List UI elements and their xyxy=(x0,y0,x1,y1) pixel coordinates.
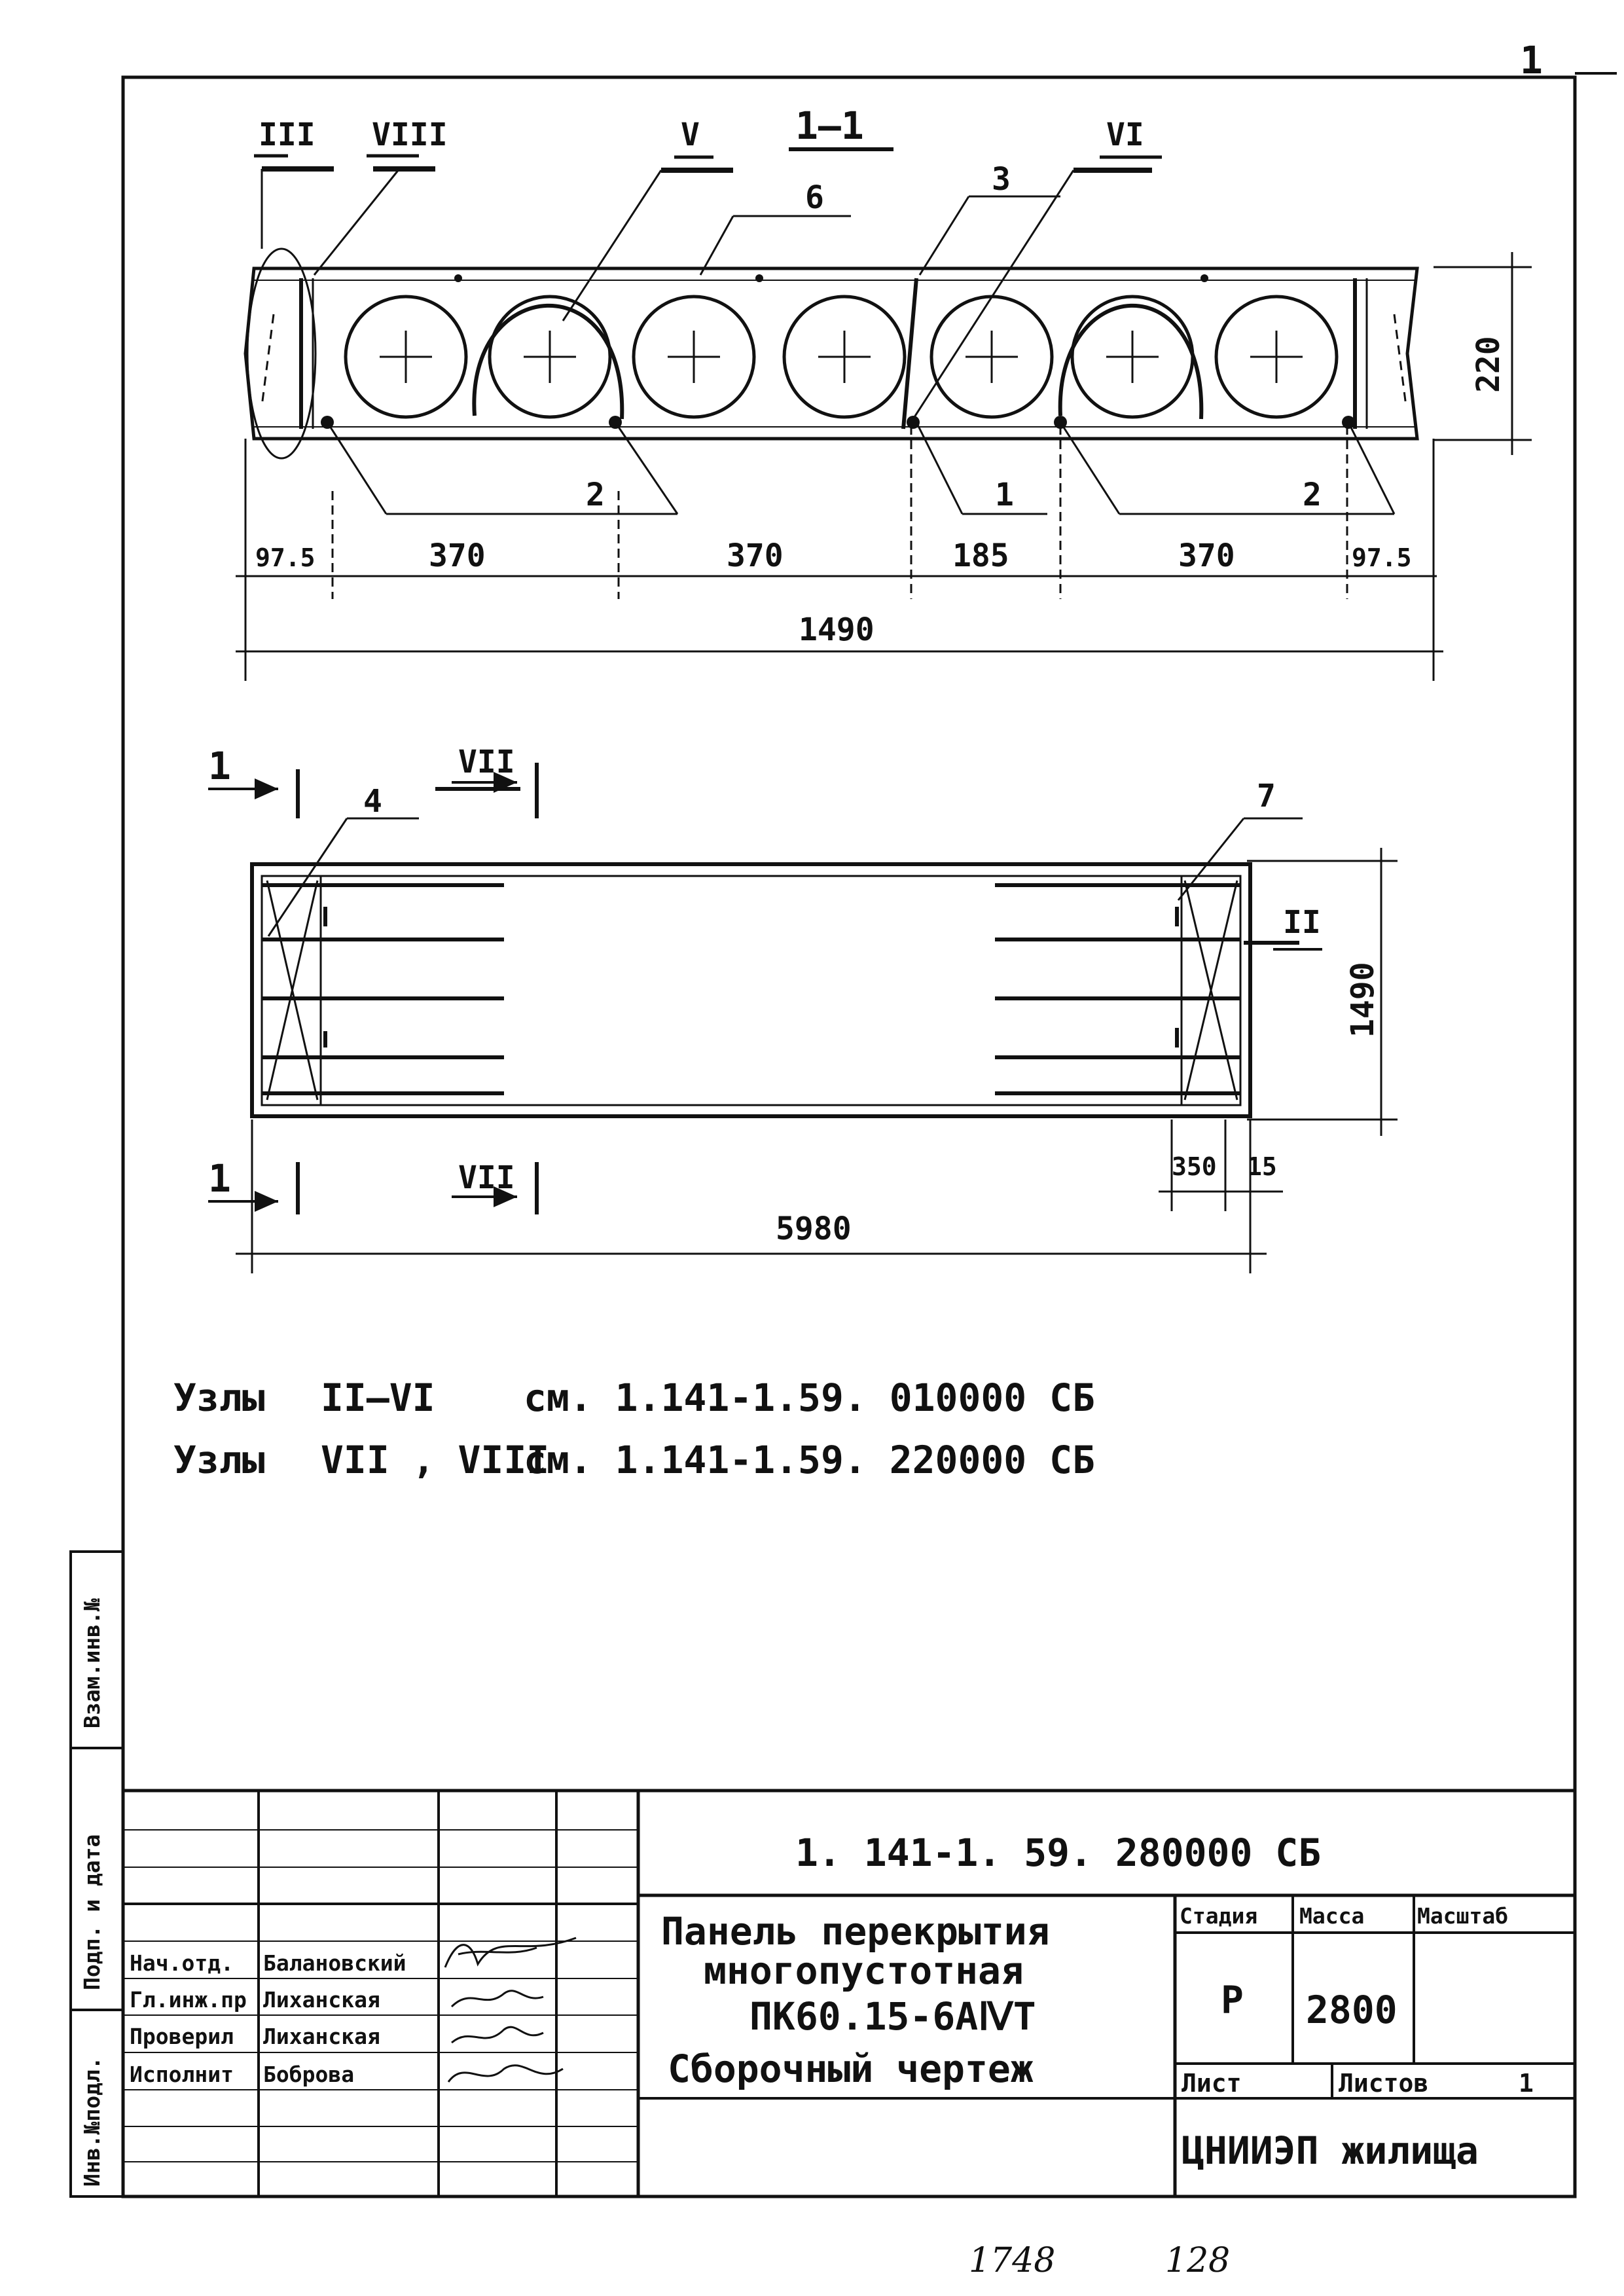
note-1-label: Узлы xyxy=(173,1376,265,1420)
notes xyxy=(173,1376,1095,1482)
section-mark-vii-bottom: VII xyxy=(458,1159,515,1196)
callout-iii: III xyxy=(259,117,316,153)
name-2: Лиханская xyxy=(263,1987,380,2013)
note-2-range: VII , VIII xyxy=(321,1438,550,1482)
header-scale: Масштаб xyxy=(1417,1903,1509,1929)
height-dim: 220 xyxy=(1470,336,1507,393)
sheet-corner-mark: 1 xyxy=(1520,38,1543,82)
dim-1490-plan: 1490 xyxy=(1344,962,1381,1038)
section-title: 1–1 xyxy=(795,103,864,148)
title-line-2: многопустотная xyxy=(704,1948,1024,1993)
stage-value: Р xyxy=(1221,1978,1244,2022)
mass-value: 2800 xyxy=(1306,1988,1398,2032)
note-2-ref: см. 1.141-1.59. 220000 СБ xyxy=(524,1438,1095,1482)
name-4: Боброва xyxy=(263,2062,355,2087)
pos-3: 3 xyxy=(992,161,1011,198)
name-3: Лиханская xyxy=(263,2024,380,2049)
pos-2-left: 2 xyxy=(586,477,605,513)
sheets-label: Листов xyxy=(1339,2069,1429,2098)
cross-section-1-1 xyxy=(236,103,1532,681)
section-mark-vii-top: VII xyxy=(458,744,515,780)
dim-370-c: 370 xyxy=(1178,538,1235,574)
pos-1: 1 xyxy=(995,477,1014,513)
node-mark-ii: II xyxy=(1283,904,1321,941)
role-1: Нач.отд. xyxy=(130,1950,234,1976)
hollow-cores xyxy=(346,297,1337,417)
dim-370-b: 370 xyxy=(727,538,784,574)
dim-15: 15 xyxy=(1247,1152,1277,1181)
role-2: Гл.инж.пр xyxy=(130,1987,247,2013)
role-4: Исполнит xyxy=(130,2062,234,2087)
dim-97-right: 97.5 xyxy=(1352,543,1412,572)
note-1-range: II–VI xyxy=(321,1376,435,1420)
title-line-1: Панель перекрытия xyxy=(661,1909,1050,1954)
dim-1490-section: 1490 xyxy=(799,611,875,648)
dim-97-left: 97.5 xyxy=(255,543,316,572)
section-mark-1-bottom: 1 xyxy=(208,1156,231,1201)
sheet-label: Лист xyxy=(1182,2069,1242,2098)
section-mark-1-top: 1 xyxy=(208,744,231,788)
callout-viii: VIII xyxy=(372,117,448,153)
dim-5980: 5980 xyxy=(776,1211,852,1247)
dim-185: 185 xyxy=(952,538,1009,574)
designation: 1. 141-1. 59. 280000 СБ xyxy=(795,1831,1322,1875)
dim-350: 350 xyxy=(1172,1152,1217,1181)
stamp-podp: Подп. и дата xyxy=(79,1834,105,1990)
pos-2-right: 2 xyxy=(1303,477,1322,513)
organization: ЦНИИЭП жилища xyxy=(1182,2128,1479,2173)
pos-4: 4 xyxy=(363,783,382,820)
footer-number-left: 1748 xyxy=(969,2241,1056,2280)
stamp-vzam: Взам.инв.№ xyxy=(79,1598,105,1728)
note-1-ref: см. 1.141-1.59. 010000 СБ xyxy=(524,1376,1095,1420)
footer-number-right: 128 xyxy=(1165,2241,1231,2280)
title-block xyxy=(123,1791,1575,2196)
side-stamp xyxy=(71,1552,123,2196)
stamp-inv: Инв.№подл. xyxy=(79,2056,105,2187)
pos-6: 6 xyxy=(805,179,824,216)
callout-vi: VI xyxy=(1106,117,1144,153)
name-1: Балановский xyxy=(263,1950,406,1976)
role-3: Проверил xyxy=(130,2024,234,2049)
title-line-3: ПК60.15-6АⅣТ xyxy=(749,1994,1036,2039)
callout-v: V xyxy=(681,117,700,153)
panel-plan xyxy=(208,744,1398,1273)
pos-7: 7 xyxy=(1257,778,1276,814)
sheets-count: 1 xyxy=(1519,2069,1534,2098)
header-stage: Стадия xyxy=(1180,1903,1258,1929)
header-mass: Масса xyxy=(1299,1903,1365,1929)
title-line-4: Сборочный чертеж xyxy=(668,2047,1034,2091)
note-2-label: Узлы xyxy=(173,1438,265,1482)
dim-370-a: 370 xyxy=(429,538,486,574)
